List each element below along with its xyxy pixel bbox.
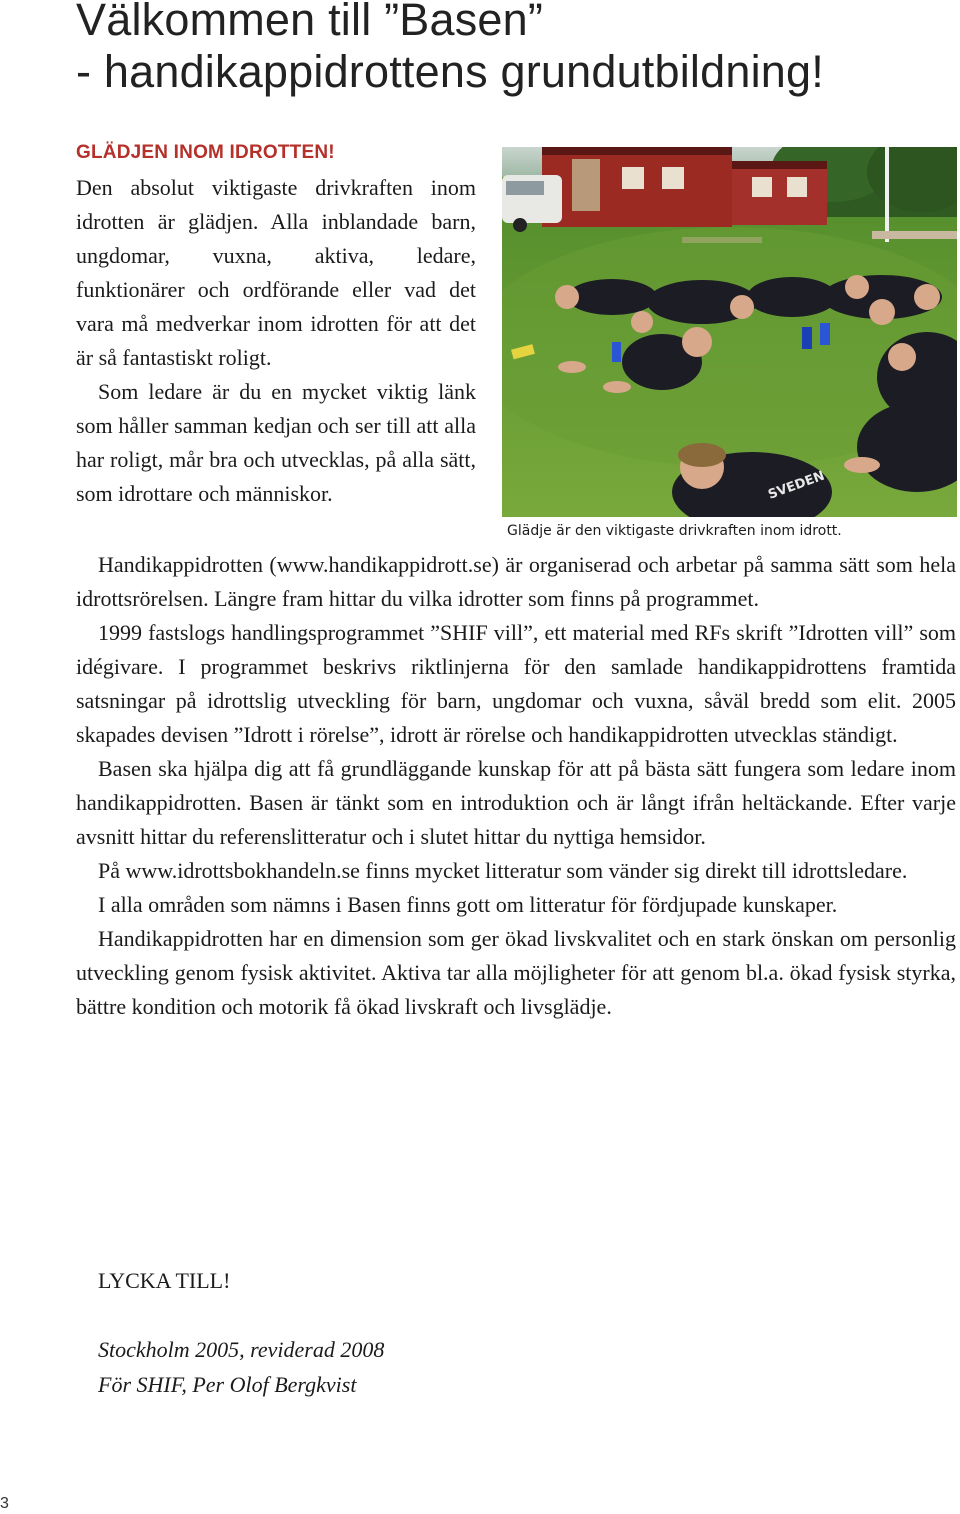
photo-caption: Glädje är den viktigaste drivkraften inom idrott. [507, 523, 842, 539]
body-paragraph: På www.idrottsbokhandeln.se finns mycket litteratur som vänder sig direkt till idrottsledare. [98, 858, 908, 883]
signature-place-date: Stockholm 2005, reviderad 2008 [98, 1337, 385, 1362]
closing-line: LYCKA TILL! [98, 1268, 231, 1293]
page-number: 3 [0, 1495, 9, 1512]
intro-paragraph-2: Som ledare är du en mycket viktig länk som håller samman kedjan och ser till att alla har roligt, mår bra och utvecklas, på alla sätt, som idrottare och människor. [76, 379, 476, 506]
body-paragraph: Handikappidrotten (www.handikappidrott.se) är organiserad och arbetar på samma sätt som hela idrottsrörelsen. Längre fram hittar du vilka idrotter som finns på programmet. [76, 552, 956, 611]
shirt-print: SVEDEN [766, 468, 827, 503]
title-line-2: - handikappidrottens grundutbildning! [76, 46, 824, 97]
body-paragraph: I alla områden som nämns i Basen finns gott om litteratur för fördjupade kunskaper. [98, 892, 838, 917]
body-paragraph: Handikappidrotten har en dimension som ger ökad livskvalitet och en stark önskan om personlig utveckling genom fysisk aktivitet. Aktiva tar alla möjligheter för att genom bl.a. ökad fysisk styrka, bättre kondition och motorik få ökad livskraft och livsglädje. [76, 926, 956, 1019]
page-title [76, 0, 956, 98]
body-paragraph: Basen ska hjälpa dig att få grundläggande kunskap för att på bästa sätt fungera som ledare inom handikappidrotten. Basen är tänkt som en introduktion och är långt ifrån heltäckande. Efter varje avsnitt hittar du referenslitteratur och i slutet hittar du nyttiga hemsidor. [76, 756, 956, 849]
intro-column [76, 171, 476, 511]
signature-author: För SHIF, Per Olof Bergkvist [98, 1372, 357, 1397]
section-heading: GLÄDJEN INOM IDROTTEN! [76, 142, 335, 163]
body-paragraph: 1999 fastslogs handlingsprogrammet ”SHIF vill”, ett material med RFs skrift ”Idrotten vill” som idégivare. I programmet beskrivs riktlinjerna för den samlade handikappidrottens framtida satsningar på idrottslig utveckling för barn, ungdomar och vuxna, såväl bredd som elit. 2005 skapades devisen ”Idrott i rörelse”, idrott är rörelse och handikappidrotten utvecklas ständigt. [76, 620, 956, 747]
title-line-1: Välkommen till ”Basen” [76, 0, 544, 45]
intro-paragraph-1: Den absolut viktigaste drivkraften inom idrotten är glädjen. Alla inblandade barn, ungdomar, vuxna, aktiva, ledare, funktionärer och ordförande eller vad det vara må medverkar inom idrotten för att det är så fantastiskt roligt. [76, 175, 476, 370]
signature [98, 1332, 384, 1402]
body-text [76, 548, 956, 1024]
team-exercise-photo [502, 147, 957, 517]
